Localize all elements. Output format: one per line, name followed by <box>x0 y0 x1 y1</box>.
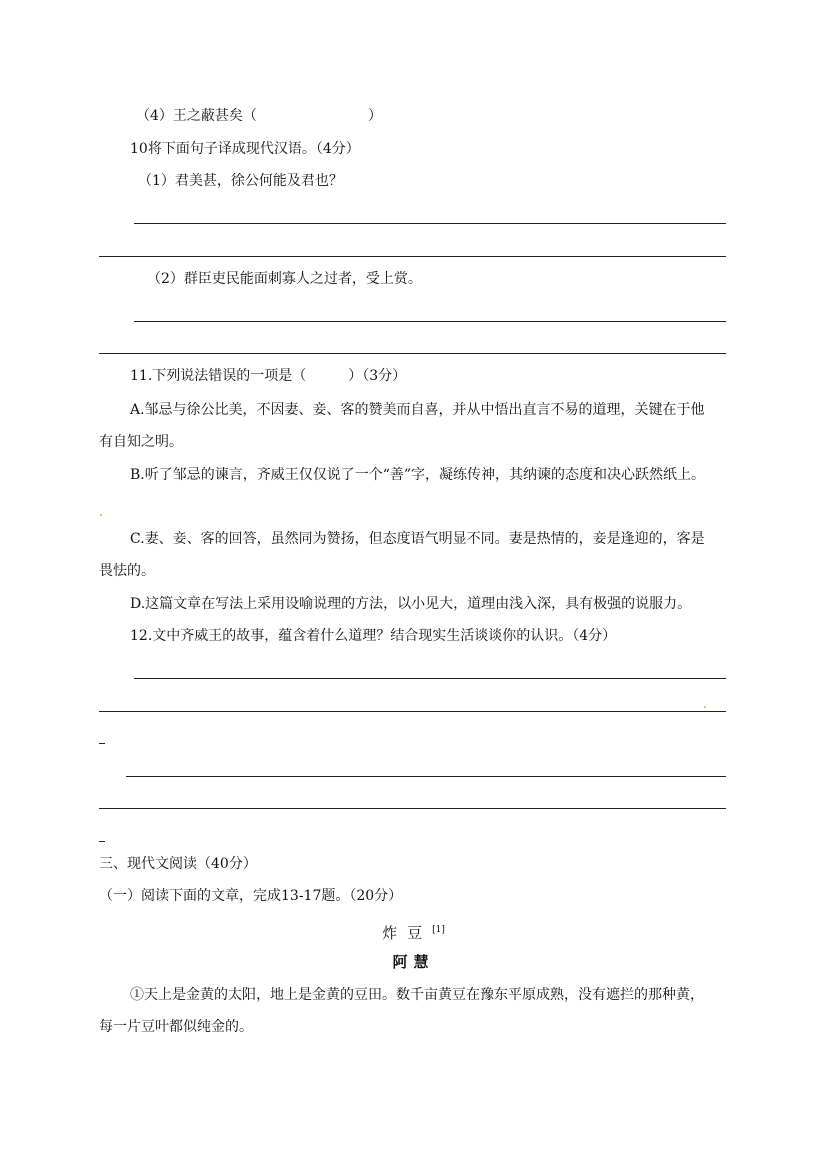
q9-item4-close: ） <box>368 108 382 124</box>
stray-mark <box>704 706 706 708</box>
stray-dash <box>99 743 105 744</box>
answer-line[interactable] <box>99 808 726 809</box>
article-p1-line2: 每一片豆叶都似纯金的。 <box>99 1019 253 1035</box>
q11-option-a-line1: A.邹忌与徐公比美，不因妻、妾、客的赞美而自喜，并从中悟出直言不易的道理，关键在于他 <box>130 402 705 418</box>
article-p1-line1: ①天上是金黄的太阳，地上是金黄的豆田。数千亩黄豆在豫东平原成熟，没有遮拦的那种黄， <box>130 987 704 1003</box>
answer-line[interactable] <box>134 678 726 679</box>
q11-option-b-line1: B.听了邹忌的谏言，齐威王仅仅说了一个“善”字，凝练传神，其纳谏的态度和决心跃然纸上。 <box>130 467 706 483</box>
q12-prompt: 12.文中齐威王的故事，蕴含着什么道理？结合现实生活谈谈你的认识。（4分） <box>130 628 617 644</box>
q10-sentence-2: （2）群臣吏民能面刺寡人之过者，受上赏。 <box>147 271 422 287</box>
answer-line[interactable] <box>126 776 726 777</box>
q10-prompt: 10将下面句子译成现代汉语。（4分） <box>130 141 360 157</box>
stray-mark <box>100 514 102 516</box>
answer-line[interactable] <box>99 711 726 712</box>
stray-dash <box>99 841 105 842</box>
q11-option-c-line2: 畏怯的。 <box>99 563 155 579</box>
q11-option-c-line1: C.妻、妾、客的回答，虽然同为赞扬，但态度语气明显不同。妻是热情的，妾是逢迎的，客是 <box>130 531 705 547</box>
q10-sentence-1: （1）君美甚，徐公何能及君也？ <box>138 173 343 189</box>
q11-prompt: 11.下列说法错误的一项是（ ）（3分） <box>130 368 407 384</box>
section3-part1: （一）阅读下面的文章，完成13-17题。（20分） <box>99 888 403 904</box>
article-author: 阿慧 <box>392 953 435 971</box>
answer-line[interactable] <box>99 256 726 257</box>
answer-line[interactable] <box>134 321 726 322</box>
footnote-mark[interactable]: [1] <box>432 925 445 935</box>
answer-line[interactable] <box>99 353 726 354</box>
q9-item4-label: （4）王之蔽甚矣（ <box>136 108 257 124</box>
q11-option-a-line2: 有自知之明。 <box>99 434 183 450</box>
q11-option-d-line1: D.这篇文章在写法上采用设喻说理的方法，以小见大，道理由浅入深，具有极强的说服力。 <box>130 596 692 612</box>
answer-line[interactable] <box>134 223 726 224</box>
article-title <box>0 920 827 943</box>
section3-heading: 三、现代文阅读（40分） <box>99 856 257 872</box>
article-title-text: 炸豆 <box>382 924 433 942</box>
